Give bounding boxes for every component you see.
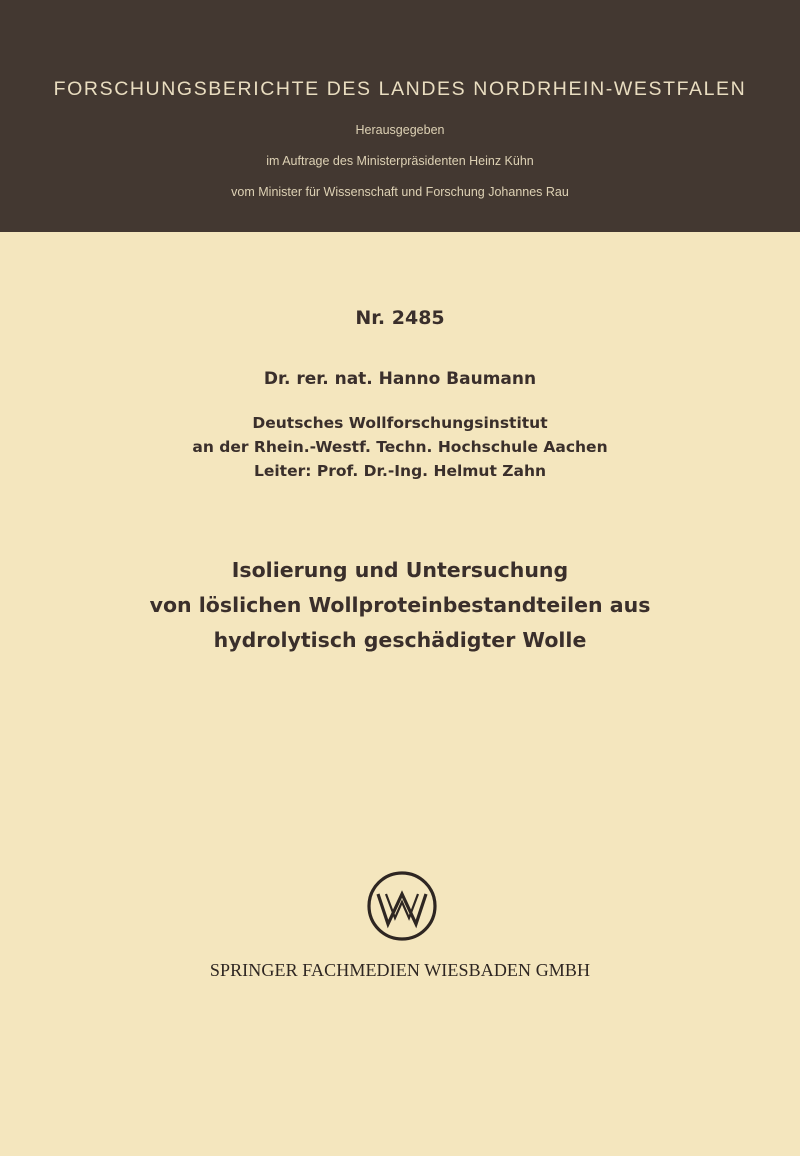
series-title: FORSCHUNGSBERICHTE DES LANDES NORDRHEIN-WESTFALEN [53, 78, 747, 100]
report-number: Nr. 2485 [355, 307, 445, 329]
minister-line: vom Minister für Wissenschaft und Forschung Johannes Rau [231, 185, 569, 199]
series-header-band [0, 0, 800, 232]
author-name: Dr. rer. nat. Hanno Baumann [263, 369, 537, 389]
book-title-line-2: von löslichen Wollproteinbestandteilen aus [149, 593, 651, 617]
book-title-line-3: hydrolytisch geschädigter Wolle [213, 628, 587, 652]
book-title-line-1: Isolierung und Untersuchung [231, 558, 569, 582]
institution-line-3: Leiter: Prof. Dr.-Ing. Helmut Zahn [253, 462, 547, 480]
institution-line-2: an der Rhein.-Westf. Techn. Hochschule Aachen [192, 438, 608, 456]
commission-line: im Auftrage des Ministerpräsidenten Heinz Kühn [266, 154, 534, 168]
institution-line-1: Deutsches Wollforschungsinstitut [252, 414, 548, 432]
publisher-name: SPRINGER FACHMEDIEN WIESBADEN GMBH [209, 960, 591, 980]
editor-line: Herausgegeben [355, 123, 445, 137]
westdeutscher-verlag-logo-icon [366, 870, 438, 942]
